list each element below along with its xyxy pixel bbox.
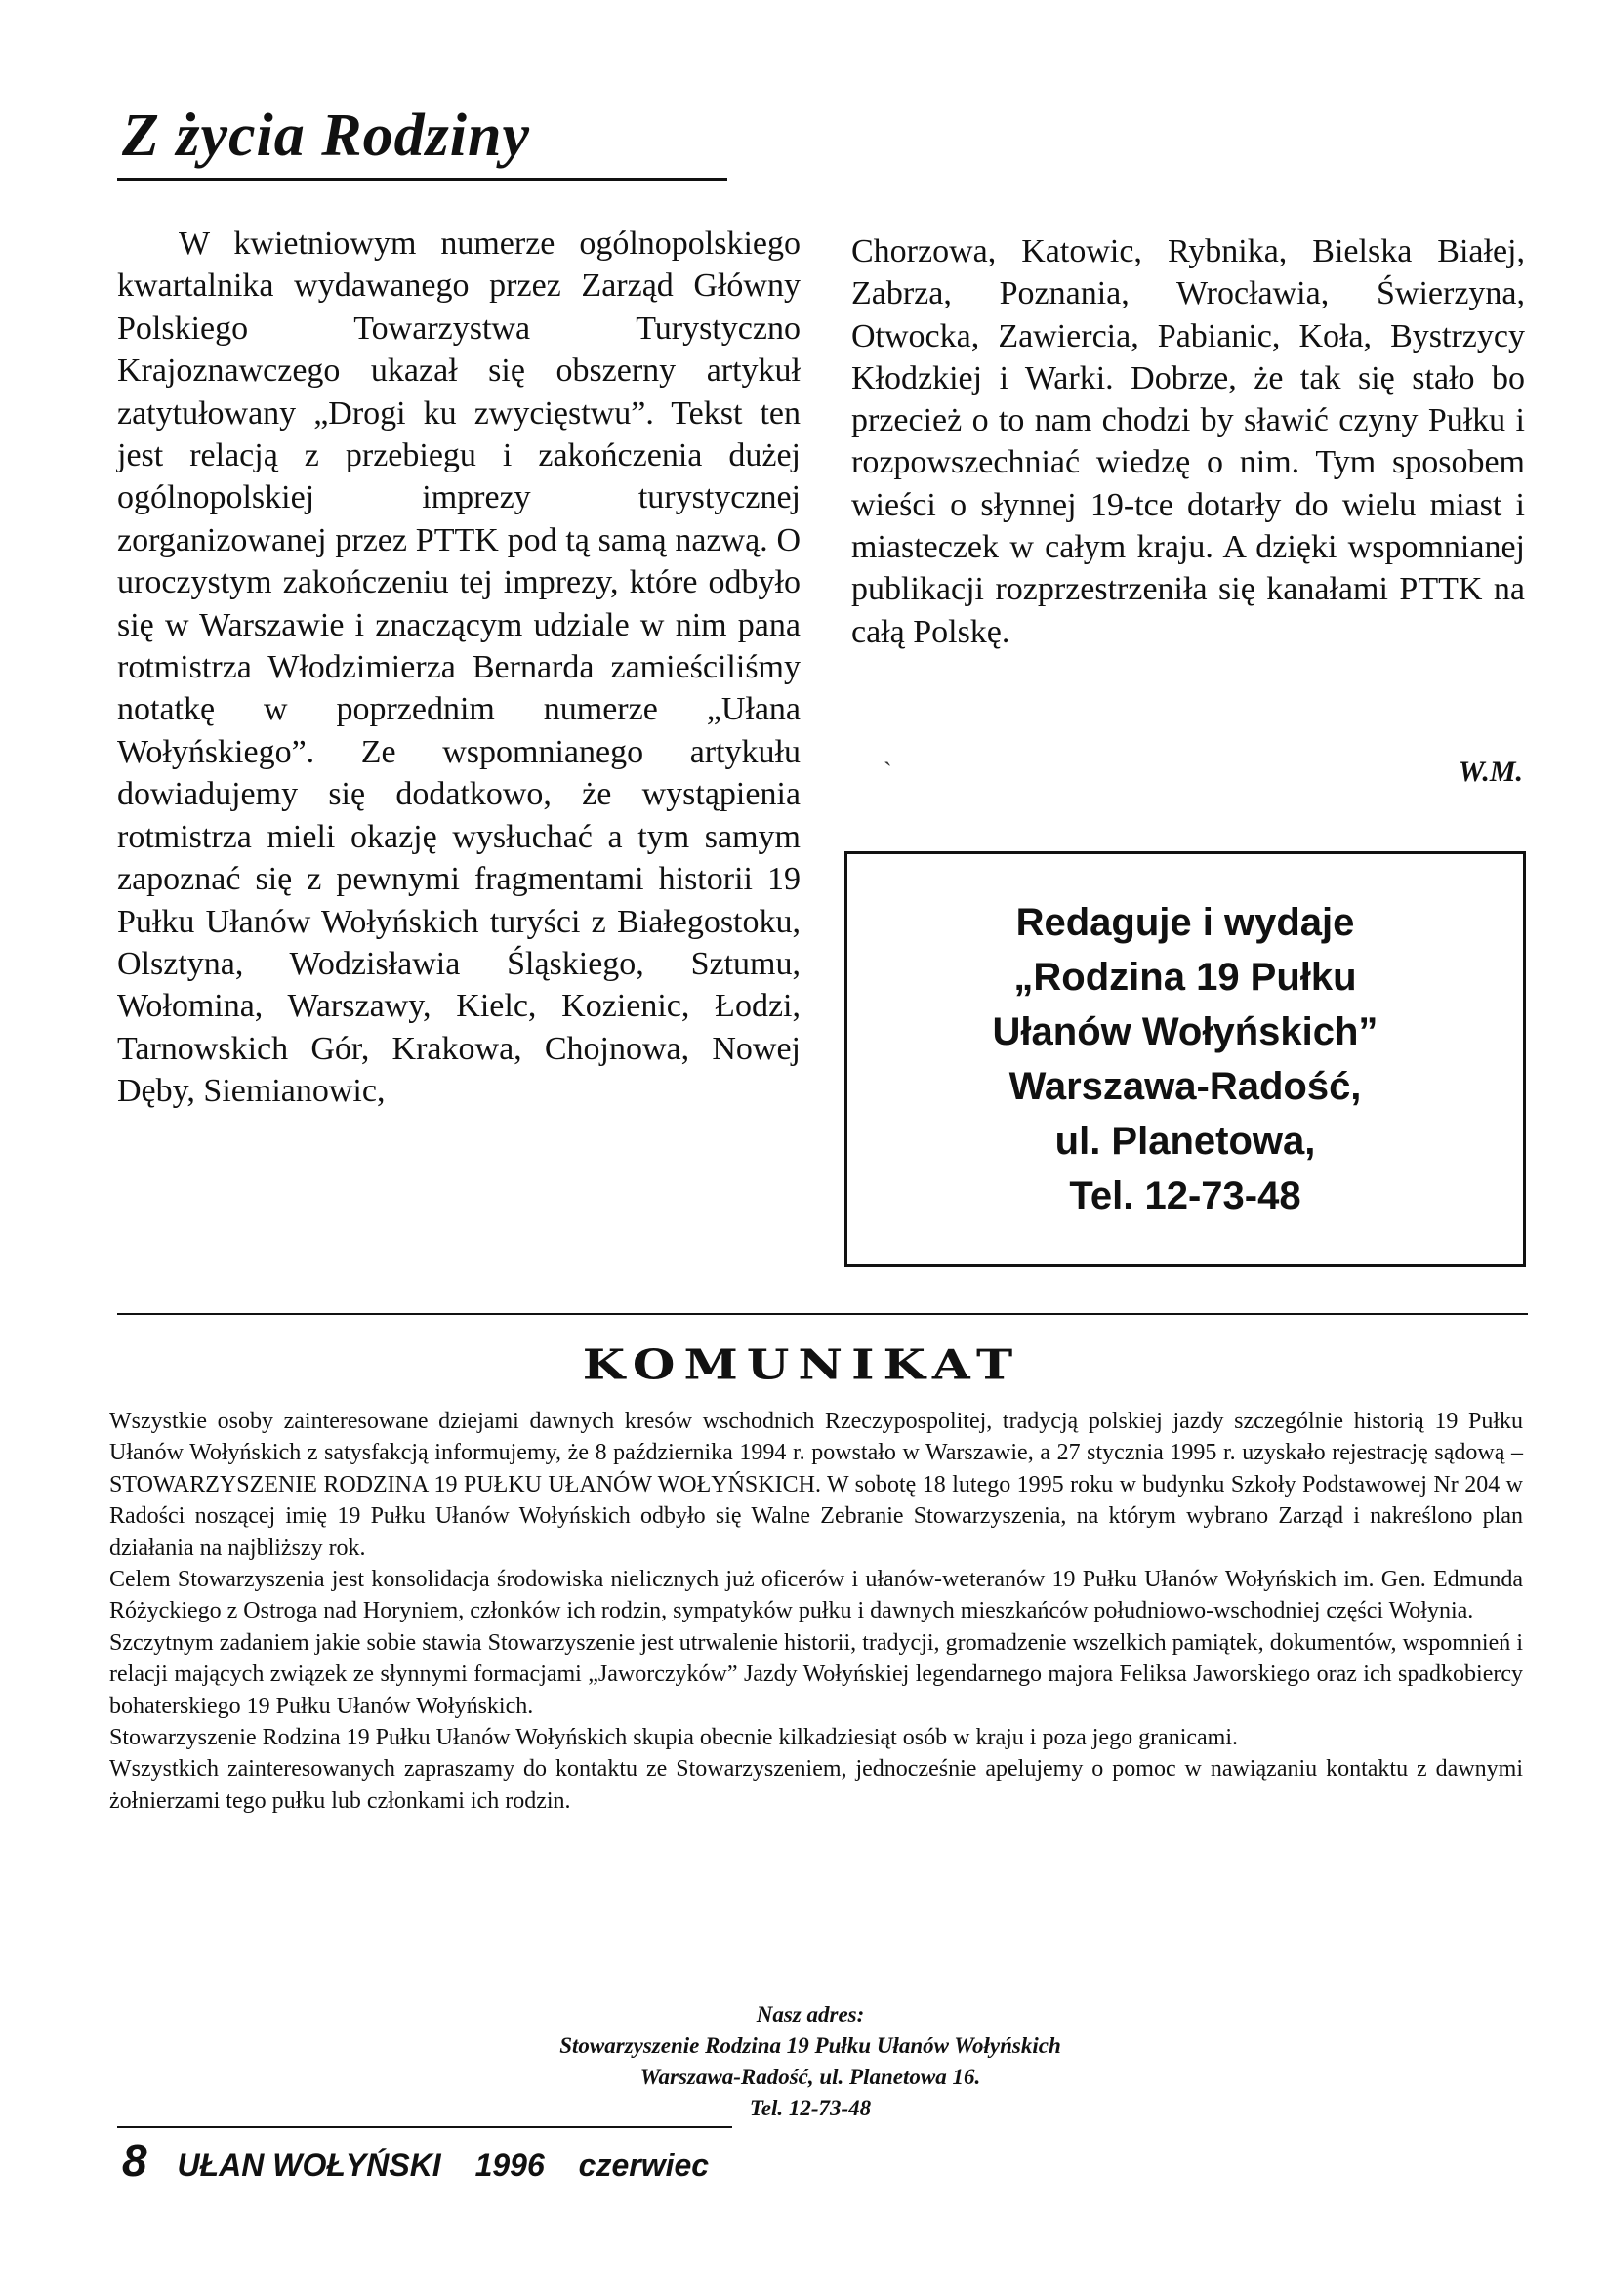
stray-mark: ˋ [884,758,892,786]
article-column-left: W kwietniowym numerze ogólnopolskiego kwartalnika wydawanego przez Zarząd Główny Polskiego Towarzystwa Turystyczno Krajoznawczego ukazał się obszerny artykuł zatytułowany „Drogi ku zwycięstwu”. Tekst ten jest relacją z przebiegu i zakończenia dużej ogólnopolskiej imprezy turystycznej zorganizowanej przez PTTK pod tą samą nazwą. O uroczystym zakończeniu tej imprezy, które odbyło się w Warszawie i znaczącym udziale w nim pana rotmistrza Włodzimierza Bernarda zamieściliśmy notatkę w poprzednim numerze „Ułana Wołyńskiego”. Ze wspomnianego artykułu dowiadujemy się dodatkowo, że wystąpienia rotmistrza mieli okazję wysłuchać a tym samym zapoznać się z pewnymi fragmentami historii 19 Pułku Ułanów Wołyńskich turyści z Białegostoku, Olsztyna, Wodzisławia Śląskiego, Sztumu, Wołomina, Warszawy, Kielc, Kozienic, Łodzi, Tarnowskich Gór, Krakowa, Chojnowa, Nowej Dęby, Siemianowic, [117,226,801,1110]
article-column-right: Chorzowa, Katowic, Rybnika, Bielska Białej, Zabrza, Poznania, Wrocławia, Świerzyna, Otwocka, Zawiercia, Pabianic, Koła, Bystrzycy Kłodzkiej i Warki. Dobrze, że tak się stało bo przecież o to nam chodzi by sławić czyny Pułku i rozpowszechniać wiedzę o nim. Tym sposobem wieści o słynnej 19-tce dotarły do wielu miast i miasteczek w całym kraju. A dzięki wspomnianej publikacji rozprzestrzeniła się kanałami PTTK na całą Polskę. [851,233,1525,650]
editor-line: ul. Planetowa, [1054,1120,1316,1163]
title-underline [117,178,727,181]
komunikat-paragraph: Celem Stowarzyszenia jest konsolidacja środowiska nielicznych już oficerów i ułanów-weteranów 19 Pułku Ułanów Wołyńskich im. Gen. Edmunda Różyckiego z Ostroga nad Horyniem, członków ich rodzin, sympatyków pułku i dawnych mieszkańców południowo-wschodniej części Wołynia. [109,1567,1523,1624]
address-phone: Tel. 12-73-48 [749,2096,872,2120]
editor-info-box [844,851,1526,1267]
komunikat-paragraph: Wszystkie osoby zainteresowane dziejami dawnych kresów wschodnich Rzeczypospolitej, tradycją polskiej jazdy szczególnie historią 19 Pułku Ułanów Wołyńskich z satysfakcją informujemy, że 8 października 1994 r. powstało w Warszawie, a 27 stycznia 1995 r. uzyskało rejestrację sądową – STOWARZYSZENIE RODZINA 19 PUŁKU UŁANÓW WOŁYŃSKICH. W sobotę 18 lutego 1995 roku w budynku Szkoły Podstawowej Nr 204 w Radości noszącej imię 19 Pułku Ułanów Wołyńskich odbyło się Walne Zebranie Stowarzyszenia, na którym wybrano Zarząd i nakreślono plan działania na najbliższy rok. [109,1409,1523,1561]
section-title: Z życia Rodziny [122,102,530,169]
komunikat-body [109,1406,1523,1817]
editor-line: Tel. 12-73-48 [1069,1174,1301,1217]
page-number: 8 [122,2135,147,2186]
komunikat-paragraph: Wszystkich zainteresowanych zapraszamy do kontaktu ze Stowarzyszeniem, jednocześnie apelujemy o pomoc w nawiązaniu kontaktu z dawnymi żołnierzami tego pułku lub członkami ich rodzin. [109,1756,1523,1814]
page-footer [122,2135,734,2186]
address-line: Stowarzyszenie Rodzina 19 Pułku Ułanów Wołyńskich [559,2033,1061,2058]
address-label: Nasz adres: [756,2002,865,2027]
komunikat-paragraph: Stowarzyszenie Rodzina 19 Pułku Ułanów Wołyńskich skupia obecnie kilkadziesiąt osób w kraju i poza jego granicami. [109,1725,1239,1751]
section-divider [117,1313,1528,1315]
editor-line: „Rodzina 19 Pułku [1013,956,1357,999]
publication-year: 1996 [474,2148,545,2183]
article-signature: W.M. [1458,756,1523,788]
address-block [371,1999,1250,2124]
editor-line: Warszawa-Radość, [1008,1065,1362,1108]
editor-line: Ułanów Wołyńskich” [992,1010,1378,1053]
editor-line: Redaguje i wydaje [1015,901,1355,944]
publication-name: UŁAN WOŁYŃSKI [177,2148,441,2183]
publication-month: czerwiec [578,2148,710,2183]
footer-rule [117,2126,732,2128]
komunikat-paragraph: Szczytnym zadaniem jakie sobie stawia Stowarzyszenie jest utrwalenie historii, tradycji, gromadzenie wszelkich pamiątek, dokumentów, wspomnień i relacji mających związek ze słynnymi formacjami „Jaworczyków” Jazdy Wołyńskiej legendarnego majora Feliksa Jaworskiego oraz ich spadkobiercy bohaterskiego 19 Pułku Ułanów Wołyńskich. [109,1629,1523,1719]
komunikat-heading: KOMUNIKAT [582,1339,1022,1389]
address-line: Warszawa-Radość, ul. Planetowa 16. [639,2065,981,2089]
